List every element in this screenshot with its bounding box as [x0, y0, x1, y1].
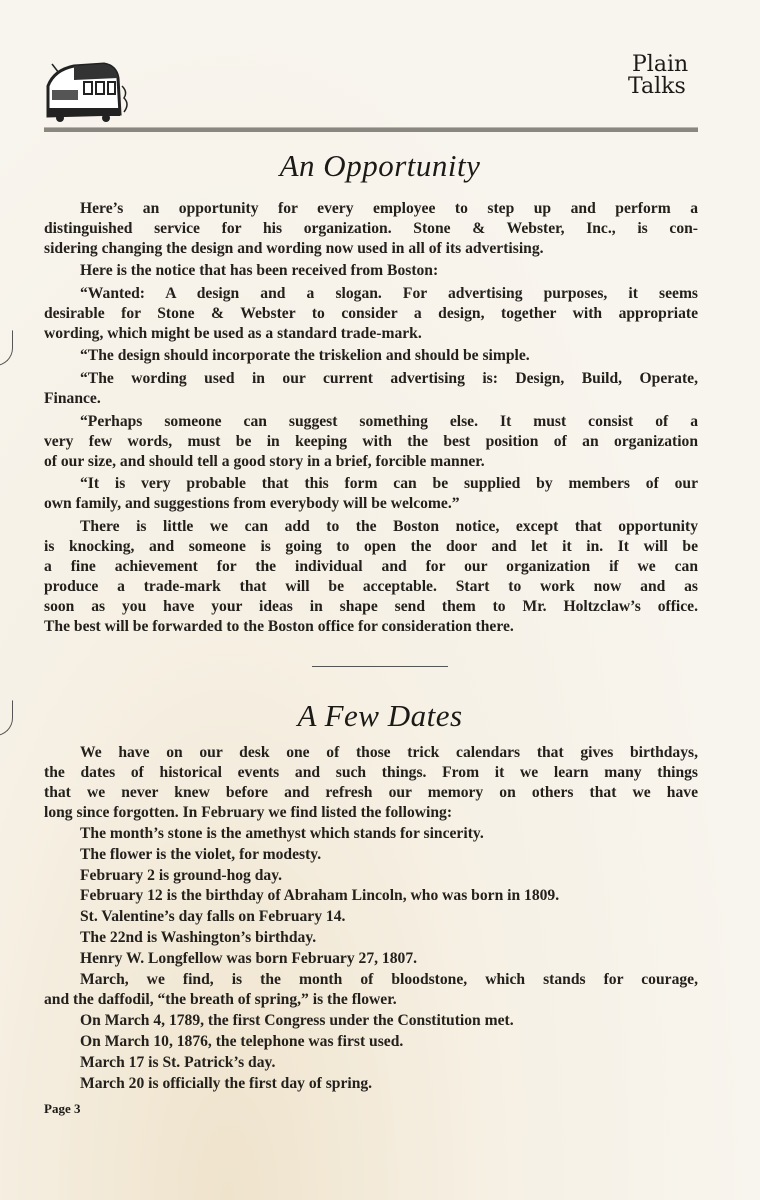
logo-line-talks: Talks [628, 74, 686, 99]
text-line: long since forgotten. In February we find listed the following: [44, 803, 453, 821]
paragraph [44, 474, 698, 514]
paragraph [44, 412, 698, 472]
plain-talks-logo [618, 52, 708, 118]
paragraph [44, 1011, 698, 1031]
section-title-opportunity: An Opportunity [279, 148, 481, 183]
text-line: desirable for Stone & Webster to consider a design, together with appropriate [44, 304, 698, 322]
text-line: February 12 is the birthday of Abraham Lincoln, who was born in 1809. [80, 887, 560, 905]
binder-hole [0, 330, 13, 366]
paragraph [44, 369, 698, 409]
text-line: “Perhaps someone can suggest something else. It must consist of a [80, 412, 698, 430]
paragraph [44, 1032, 698, 1052]
text-line: wording, which might be used as a standard trade-mark. [44, 324, 422, 342]
paragraph [44, 346, 698, 366]
text-line: the dates of historical events and such things. From it we learn many things [44, 763, 698, 781]
text-line: own family, and suggestions from everybody will be welcome.” [44, 495, 460, 513]
paragraph [44, 261, 698, 281]
streetcar-logo-icon [44, 56, 130, 122]
text-line: March 20 is officially the first day of spring. [80, 1074, 373, 1092]
text-line: Here’s an opportunity for every employee to step up and perform a [80, 199, 698, 217]
paragraph [44, 199, 698, 259]
header-rule [44, 127, 698, 132]
paragraph [44, 743, 698, 823]
section-divider [312, 666, 448, 667]
paragraph [44, 949, 698, 969]
paragraph [44, 928, 698, 948]
text-line: The best will be forwarded to the Boston office for consideration there. [44, 617, 514, 635]
paragraph [44, 907, 698, 927]
text-line: “It is very probable that this form can be supplied by members of our [80, 475, 698, 493]
text-line: March, we find, is the month of bloodstone, which stands for courage, [80, 971, 698, 989]
text-line: sidering changing the design and wording now used in all of its advertising. [44, 239, 544, 257]
text-line: March 17 is St. Patrick’s day. [80, 1053, 276, 1071]
paragraph [44, 824, 698, 844]
text-line: that we never knew before and refresh our memory on others that we have [44, 783, 698, 801]
logo-line-plain: Plain [632, 52, 689, 77]
text-line: distinguished service for his organization. Stone & Webster, Inc., is con- [44, 219, 698, 237]
paragraph [44, 970, 698, 1010]
section-body-few-dates [44, 742, 698, 1094]
section-title-few-dates: A Few Dates [297, 698, 463, 733]
paragraph [44, 886, 698, 906]
text-line: and the daffodil, “the breath of spring,” is the flower. [44, 991, 397, 1009]
paragraph [44, 1053, 698, 1073]
text-line: We have on our desk one of those trick calendars that gives birthdays, [80, 743, 698, 761]
section-body-opportunity [44, 196, 698, 637]
text-line: On March 4, 1789, the first Congress under the Constitution met. [80, 1011, 514, 1029]
paragraph [44, 866, 698, 886]
page-number: Page 3 [44, 1101, 81, 1116]
paragraph [44, 284, 698, 344]
paragraph [44, 845, 698, 865]
text-line: The month’s stone is the amethyst which stands for sincerity. [80, 824, 484, 842]
text-line: Here is the notice that has been received from Boston: [80, 262, 439, 280]
text-line: is knocking, and someone is going to open the door and let it in. It will be [44, 537, 698, 555]
text-line: produce a trade-mark that will be acceptable. Start to work now and as [44, 577, 698, 595]
text-line: “The wording used in our current advertising is: Design, Build, Operate, [80, 369, 698, 387]
text-line: of our size, and should tell a good story in a brief, forcible manner. [44, 452, 485, 470]
text-line: “Wanted: A design and a slogan. For advertising purposes, it seems [80, 284, 698, 302]
text-line: St. Valentine’s day falls on February 14. [80, 908, 346, 926]
text-line: “The design should incorporate the triskelion and should be simple. [80, 347, 530, 365]
text-line: The flower is the violet, for modesty. [80, 845, 322, 863]
text-line: The 22nd is Washington’s birthday. [80, 929, 317, 947]
text-line: Henry W. Longfellow was born February 27, 1807. [80, 950, 418, 968]
text-line: soon as you have your ideas in shape send them to Mr. Holtzclaw’s office. [44, 597, 698, 615]
text-line: a fine achievement for the individual and for our organization if we can [44, 557, 698, 575]
text-line: On March 10, 1876, the telephone was first used. [80, 1032, 404, 1050]
text-line: February 2 is ground-hog day. [80, 866, 283, 884]
text-line: Finance. [44, 389, 101, 407]
paragraph [44, 517, 698, 637]
text-line: very few words, must be in keeping with the best position of an organization [44, 432, 698, 450]
text-line: There is little we can add to the Boston notice, except that opportunity [80, 517, 698, 535]
paragraph [44, 1074, 698, 1094]
